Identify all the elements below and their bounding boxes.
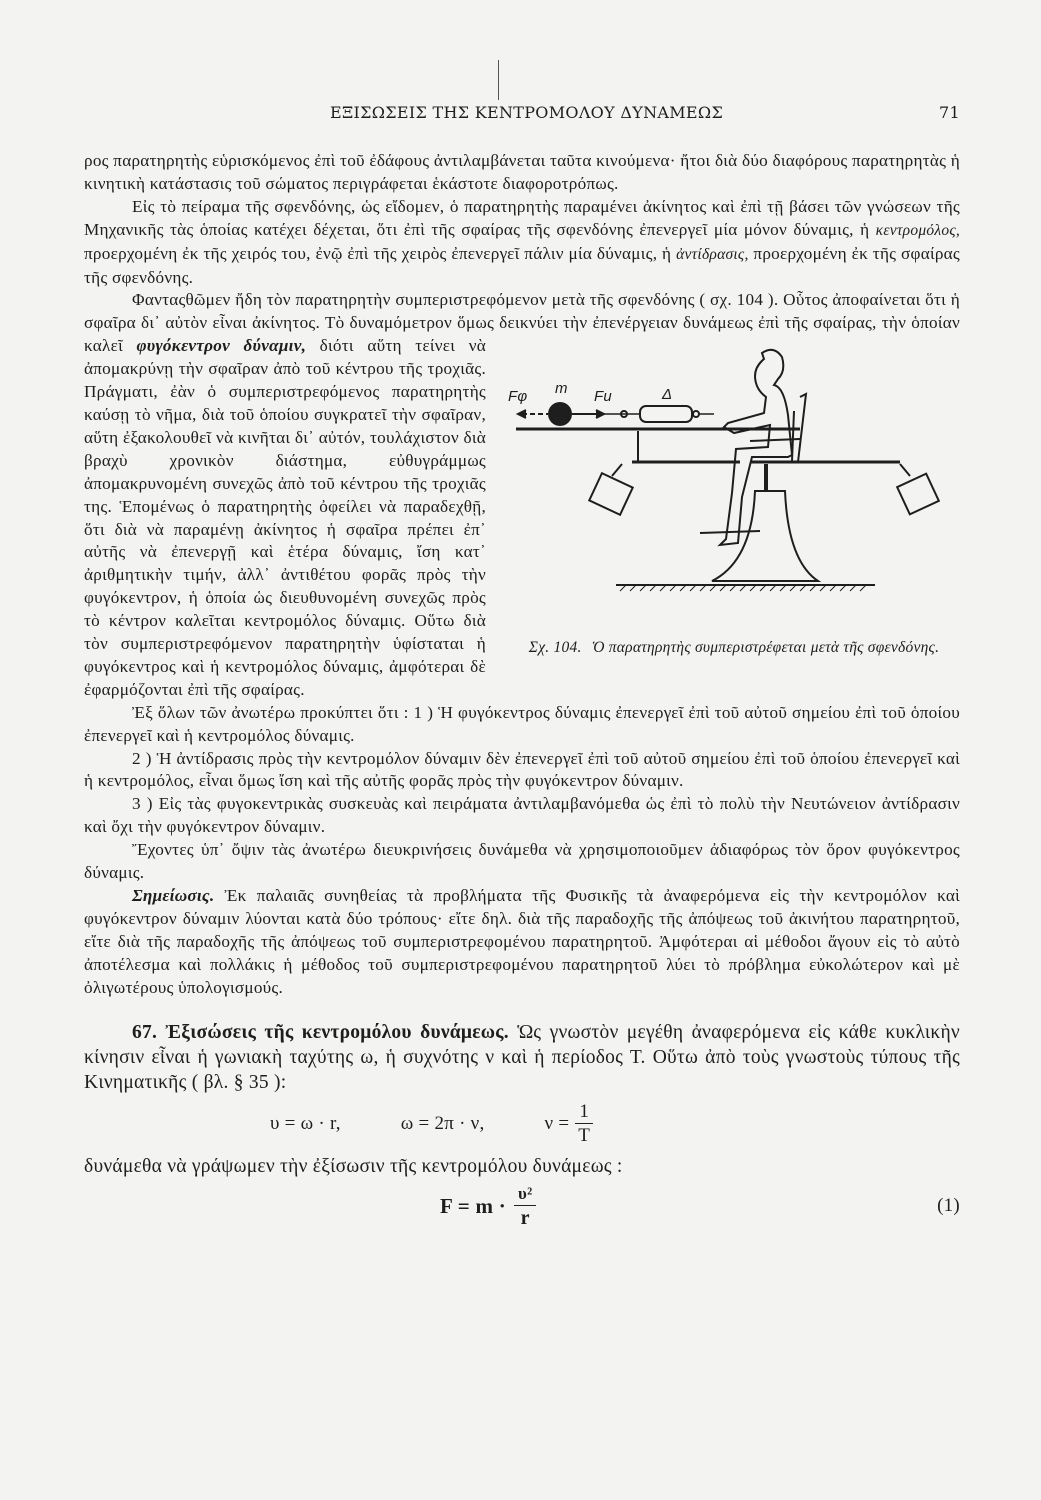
section-intro: Ὡς γνωστὸν μεγέθη ἀναφερόμενα εἰς κάθε κυκλικὴν κίνησιν εἶναι ἡ γωνιακὴ ταχύτης ω, ἡ συχνότης ν καὶ ἡ περίοδος Τ. Οὕτω ἀπὸ τοὺς γνωστοὺς τύπους τῆς Κινηματικῆς ( βλ. § 35 ): xyxy=(84,1021,960,1093)
figure-caption xyxy=(500,637,968,658)
equation-velocity: υ = ω · r, xyxy=(270,1113,341,1135)
term-kentromolos: κεντρομόλος, xyxy=(875,221,960,239)
term-fygokentros: φυγόκεντρον δύναμιν, xyxy=(136,336,307,356)
paragraph-3 xyxy=(84,289,960,701)
figure-104 xyxy=(500,341,968,658)
equation-nu-fraction xyxy=(575,1101,593,1148)
figure-caption-text: Ὁ παρατηρητὴς συμπεριστρέφεται μετὰ τῆς σφενδόνης. xyxy=(591,639,940,657)
p3-text-d: διότι αὕτη τείνει νὰ ἀπομακρύνῃ τὴν σφαῖραν ἀπὸ τοῦ κέντρου τῆς τροχιᾶς. Πράγματι, ἐὰν ὁ συμπεριστρεφόμενος παρατηρητὴς καύσῃ τὸ νῆμα, διὰ τοῦ ὁποίου συγκρατεῖ τὴν σφαῖραν, αὕτη ἐξακολουθεῖ νὰ κινῆται δι᾽ αὐτόν, τουλάχιστον διὰ βραχὺ χρονικὸν διάστημα, εὐθυγράμμως ἀπομακρυνομένη συνεχῶς ἀπὸ τοῦ κέντρου τῆς τροχιᾶς της. Ἑπομένως ὁ παρατηρητὴς ὀφείλει νὰ παραδεχθῇ, ὅτι διὰ νὰ παραμένῃ ἀκίνητος ἡ σφαῖρα πρέπει ἐπ᾽ αὐτῆς νὰ ἐπενεργῇ καὶ ἑτέρα δύναμις, ἴση κατ᾽ ἀριθμητικὴν τιμήν, ἀλλ᾽ ἀντιθέτου φορᾶς πρὸς τὴν φυγόκεντρον, ἡ ὁποία ὡς διευθυνομένη συνεχῶς πρὸς τὸ κέντρον καλεῖται κεντρομόλος δύναμις. Οὕτω διὰ τὸν συμπεριστρεφόμενον παρατηρητὴν ὑφίσταται ἡ φυγόκεντρος καὶ ἡ κεντρομόλος δύναμις, ἀμφότεραι δὲ ἐφαρμόζονται ἐπὶ τῆς σφαίρας. xyxy=(84,336,486,699)
section-67 xyxy=(84,1020,960,1095)
label-delta: Δ xyxy=(662,386,673,404)
centripetal-force-equation xyxy=(84,1183,960,1230)
fraction-denominator: T xyxy=(578,1124,591,1146)
note-label: Σημείωσις. xyxy=(132,886,215,905)
equation-nu-lhs: ν = xyxy=(544,1113,570,1135)
dynamometer xyxy=(640,406,692,422)
paragraph-6: 3 ) Εἰς τὰς φυγοκεντρικὰς συσκευὰς καὶ πειράματα ἀντιλαμβανόμεθα ὡς ἐπὶ τὸ πολὺ τὴν Νευτώνειον ἀντίδρασιν καὶ ὄχι τὴν φυγόκεντρον δύναμιν. xyxy=(84,794,960,837)
paragraph-note xyxy=(84,885,960,1000)
weight-left xyxy=(589,473,632,515)
p2-text-c: προερχομένη ἐκ τῆς χειρός του, ἐνῷ ἐπὶ τῆς χειρὸς ἐπενεργεῖ πάλιν μία δύναμις, ἡ xyxy=(84,243,677,263)
equation-number: (1) xyxy=(937,1194,960,1216)
weight-right xyxy=(897,474,939,515)
header-title: ΕΞΙΣΩΣΕΙΣ ΤΗΣ ΚΕΝΤΡΟΜΟΛΟΥ ΔΥΝΑΜΕΩΣ xyxy=(329,103,724,122)
observer xyxy=(720,350,792,545)
p3-text-b: ἐπενέργειαν δυνάμεως ἐπὶ τῆς σφαίρας, τὴν ὁποίαν καλεῖ xyxy=(84,313,960,356)
label-f-phi: Fφ xyxy=(508,388,528,406)
section-title: 67. Ἐξισώσεις τῆς κεντρομόλου δυνάμεως. xyxy=(132,1021,509,1043)
label-m: m xyxy=(555,380,568,398)
page-body xyxy=(84,150,960,1230)
equation-fraction xyxy=(514,1183,536,1230)
paragraph-1: ρος παρατηρητὴς εὑρισκόμενος ἐπὶ τοῦ ἐδάφους ἀντιλαμβάνεται ταῦτα κινούμενα· ἤτοι διὰ δύο διαφόρους παρατηρητὰς ἡ κινητικὴ κατάστασις τοῦ σώματος περιγράφεται ἑκάστοτε διαφοροτρόπως. xyxy=(84,151,960,193)
equation-omega: ω = 2π · ν, xyxy=(400,1113,485,1135)
section-after-text: δυνάμεθα νὰ γράψωμεν τὴν ἐξίσωσιν τῆς κεντρομόλου δυνάμεως : xyxy=(84,1155,623,1177)
equation-lhs: F = m · xyxy=(440,1193,507,1218)
label-f-u: Fu xyxy=(594,388,613,406)
p2-text-a: Εἰς τὸ πείραμα τῆς σφενδόνης, ὡς εἴδομεν, ὁ παρατηρητὴς παραμένει ἀκίνητος καὶ ἐπὶ τῇ βάσει τῶν γνώσεων τῆς Μηχανικῆς τὰς ὁποίας κατέχει δέχεται, ὅτι ἐπὶ τῆς σφαίρας τῆς σφενδόνης ἐπενεργεῖ μία μόνον δύναμις, ἡ xyxy=(84,196,960,239)
fraction-numerator: 1 xyxy=(575,1101,593,1124)
pedestal xyxy=(712,491,818,581)
equation-nu xyxy=(545,1101,594,1148)
term-antidrasis: ἀντίδρασις, xyxy=(676,245,749,263)
paragraph-5: 2 ) Ἡ ἀντίδρασις πρὸς τὴν κεντρομόλον δύναμιν δὲν ἐπενεργεῖ ἐπὶ τοῦ αὐτοῦ σημείου ἐπὶ τοῦ ὁποίου ἐπενεργεῖ καὶ ἡ κεντρομόλος, εἶναι ὅμως ἴση καὶ τῆς αὐτῆς φορᾶς πρὸς τὴν φυγόκεντρον δύναμιν. xyxy=(84,748,960,791)
sphere-mass xyxy=(548,402,572,426)
p3-text-a: Φανταςθῶμεν ἤδη τὸν παρατηρητὴν συμπεριστρεφόμενον μετὰ τῆς σφενδόνης ( σχ. 104 ). Οὗτος ἀποφαίνεται ὅτι ἡ σφαῖρα δι᾽ αὐτὸν εἶναι ἀκίνητος. Τὸ δυναμόμετρον ὅμως δεικνύει τὴν xyxy=(84,290,960,333)
fraction-numerator: υ² xyxy=(514,1183,536,1206)
page-number: 71 xyxy=(939,103,960,122)
note-text: Ἐκ παλαιᾶς συνηθείας τὰ προβλήματα τῆς Φυσικῆς τὰ ἀναφερόμενα εἰς τὴν κεντρομόλον καὶ φυγόκεντρον δύναμιν λύονται κατὰ δύο τρόπους· εἴτε δηλ. διὰ τῆς παραδοχῆς τῆς ἀπόψεως τοῦ ἀκινήτου παρατηρητοῦ, εἴτε διὰ τῆς παραδοχῆς τῆς ἀπόψεως τοῦ συμπεριστρεφομένου παρατηρητοῦ. Ἀμφότεραι αἱ μέθοδοι ἄγουν εἰς τὸ αὐτὸ ἀποτέλεσμα καὶ πολλάκις ἡ μέθοδος τοῦ συμπεριστρεφομένου παρατηρητοῦ λύει τὸ πρόβλημα εὐκολώτερον καὶ μὲ ὀλιγωτέρους ὑπολογισμούς. xyxy=(84,886,960,997)
fraction-denominator: r xyxy=(520,1206,530,1229)
slingshot-observer-illustration xyxy=(500,341,968,633)
running-header xyxy=(84,103,960,127)
paragraph-7: Ἔχοντες ὑπ᾽ ὄψιν τὰς ἀνωτέρω διευκρινήσεις δυνάμεθα νὰ χρησιμοποιοῦμεν ἀδιαφόρως τὸν ὅρον φυγόκεντρος δύναμις. xyxy=(84,840,960,883)
figure-number: Σχ. 104. xyxy=(528,639,582,657)
paragraph-2 xyxy=(84,196,960,290)
paragraph-4: Ἐξ ὅλων τῶν ἀνωτέρω προκύπτει ὅτι : 1 ) Ἡ φυγόκεντρος δύναμις ἐπενεργεῖ ἐπὶ τοῦ αὐτοῦ σημείου ἐπὶ τοῦ ὁποίου ἐπενεργεῖ καὶ ἡ κεντρομόλος δύναμις. xyxy=(84,702,960,745)
binding-mark xyxy=(498,60,499,100)
kinematic-equations xyxy=(84,1101,960,1148)
p2-text-e: προερχομένη ἐκ τῆς σφαίρας τῆς σφενδόνης. xyxy=(84,243,960,287)
